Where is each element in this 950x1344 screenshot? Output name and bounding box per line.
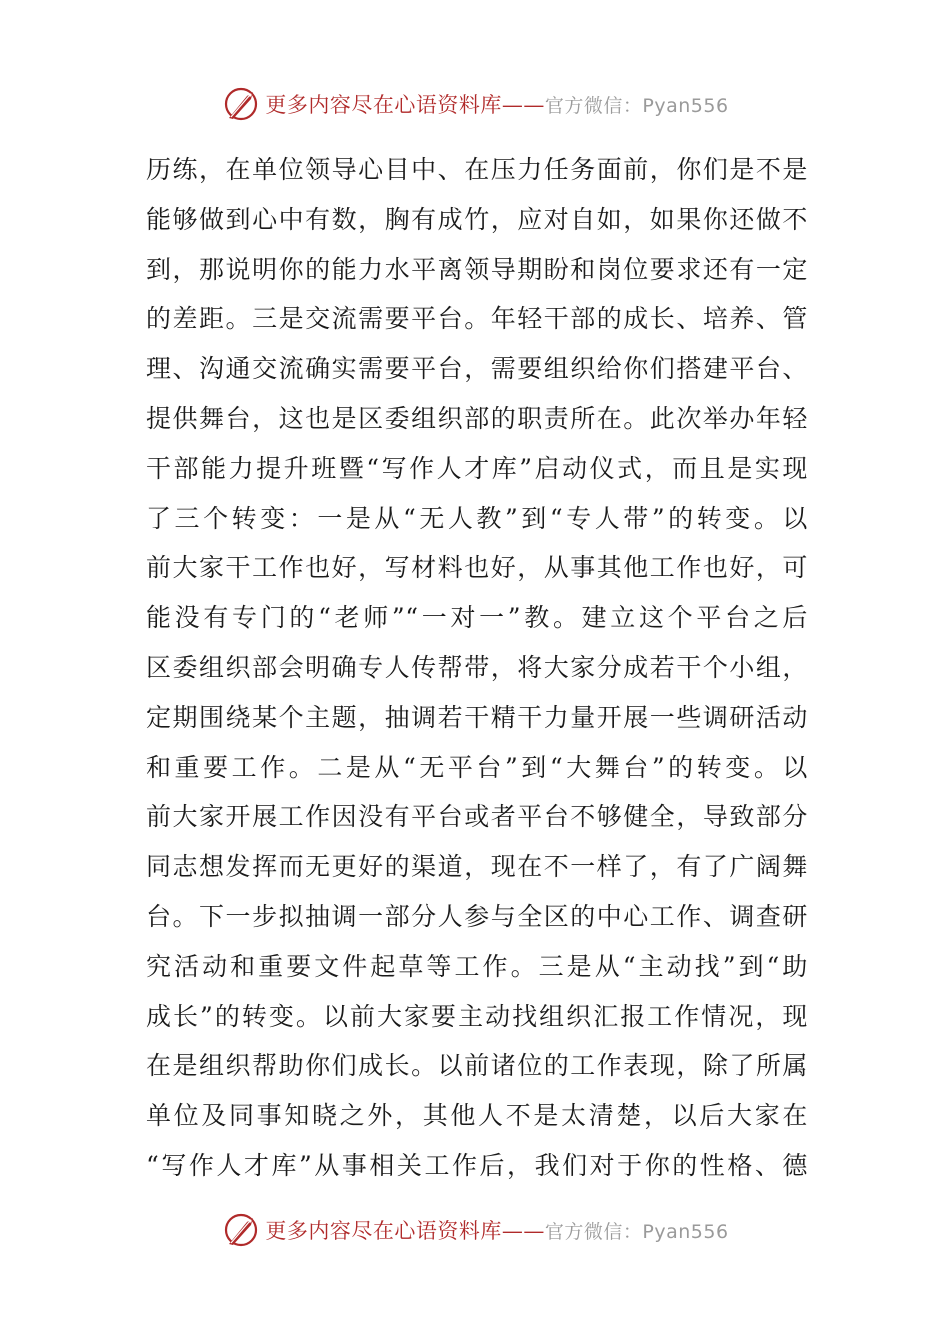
- footer-banner-text: [265, 1215, 728, 1245]
- header-site-text: 更多内容尽在心语资料库: [265, 93, 502, 117]
- body-line: 区委组织部会明确专人传帮带，将大家分成若干个小组，: [146, 652, 808, 682]
- body-line: 前大家干工作也好，写材料也好，从事其他工作也好，可: [146, 553, 808, 583]
- body-line: 到，那说明你的能力水平离领导期盼和岗位要求还有一定: [146, 254, 808, 284]
- body-line: 和重要工作。二是从“无平台”到“大舞台”的转变。以: [146, 752, 808, 782]
- body-line: 单位及同事知晓之外，其他人不是太清楚，以后大家在: [146, 1101, 808, 1131]
- pen-nib-logo-icon: [221, 1210, 261, 1250]
- footer-watermark-banner: [0, 1208, 950, 1252]
- body-line: 干部能力提升班暨“写作人才库”启动仪式，而且是实现: [146, 453, 808, 483]
- body-line: 了三个转变：一是从“无人教”到“专人带”的转变。以: [146, 503, 808, 533]
- footer-wechat-text: 官方微信：Pyan556: [544, 1221, 729, 1243]
- body-line: 成长”的转变。以前大家要主动找组织汇报工作情况，现: [146, 1001, 808, 1031]
- body-line: 究活动和重要文件起草等工作。三是从“主动找”到“助: [146, 951, 808, 981]
- header-banner-text: [265, 89, 728, 119]
- header-wechat-text: 官方微信：Pyan556: [544, 95, 729, 117]
- footer-site-text: 更多内容尽在心语资料库: [265, 1219, 502, 1243]
- body-line: 的差距。三是交流需要平台。年轻干部的成长、培养、管: [146, 304, 808, 334]
- footer-dash: ——: [501, 1219, 545, 1243]
- document-body: [146, 145, 808, 1191]
- body-line: 能没有专门的“老师”“一对一”教。建立这个平台之后: [146, 603, 808, 633]
- body-line: 理、沟通交流确实需要平台，需要组织给你们搭建平台、: [146, 354, 808, 384]
- header-watermark-banner: [0, 82, 950, 126]
- body-line: 在是组织帮助你们成长。以前诸位的工作表现，除了所属: [146, 1051, 808, 1081]
- body-line: 历练，在单位领导心目中、在压力任务面前，你们是不是: [146, 155, 808, 184]
- pen-nib-logo-icon: [221, 84, 261, 124]
- body-line: 同志想发挥而无更好的渠道，现在不一样了，有了广阔舞: [146, 852, 808, 882]
- body-line: 前大家开展工作因没有平台或者平台不够健全，导致部分: [146, 802, 808, 832]
- body-line: 台。下一步拟抽调一部分人参与全区的中心工作、调查研: [146, 901, 808, 931]
- body-line: 提供舞台，这也是区委组织部的职责所在。此次举办年轻: [146, 403, 808, 433]
- body-line: 定期围绕某个主题，抽调若干精干力量开展一些调研活动: [146, 702, 808, 732]
- header-dash: ——: [501, 93, 545, 117]
- body-line: 能够做到心中有数，胸有成竹，应对自如，如果你还做不: [146, 204, 808, 234]
- body-line: “写作人才库”从事相关工作后，我们对于你的性格、德: [146, 1150, 808, 1180]
